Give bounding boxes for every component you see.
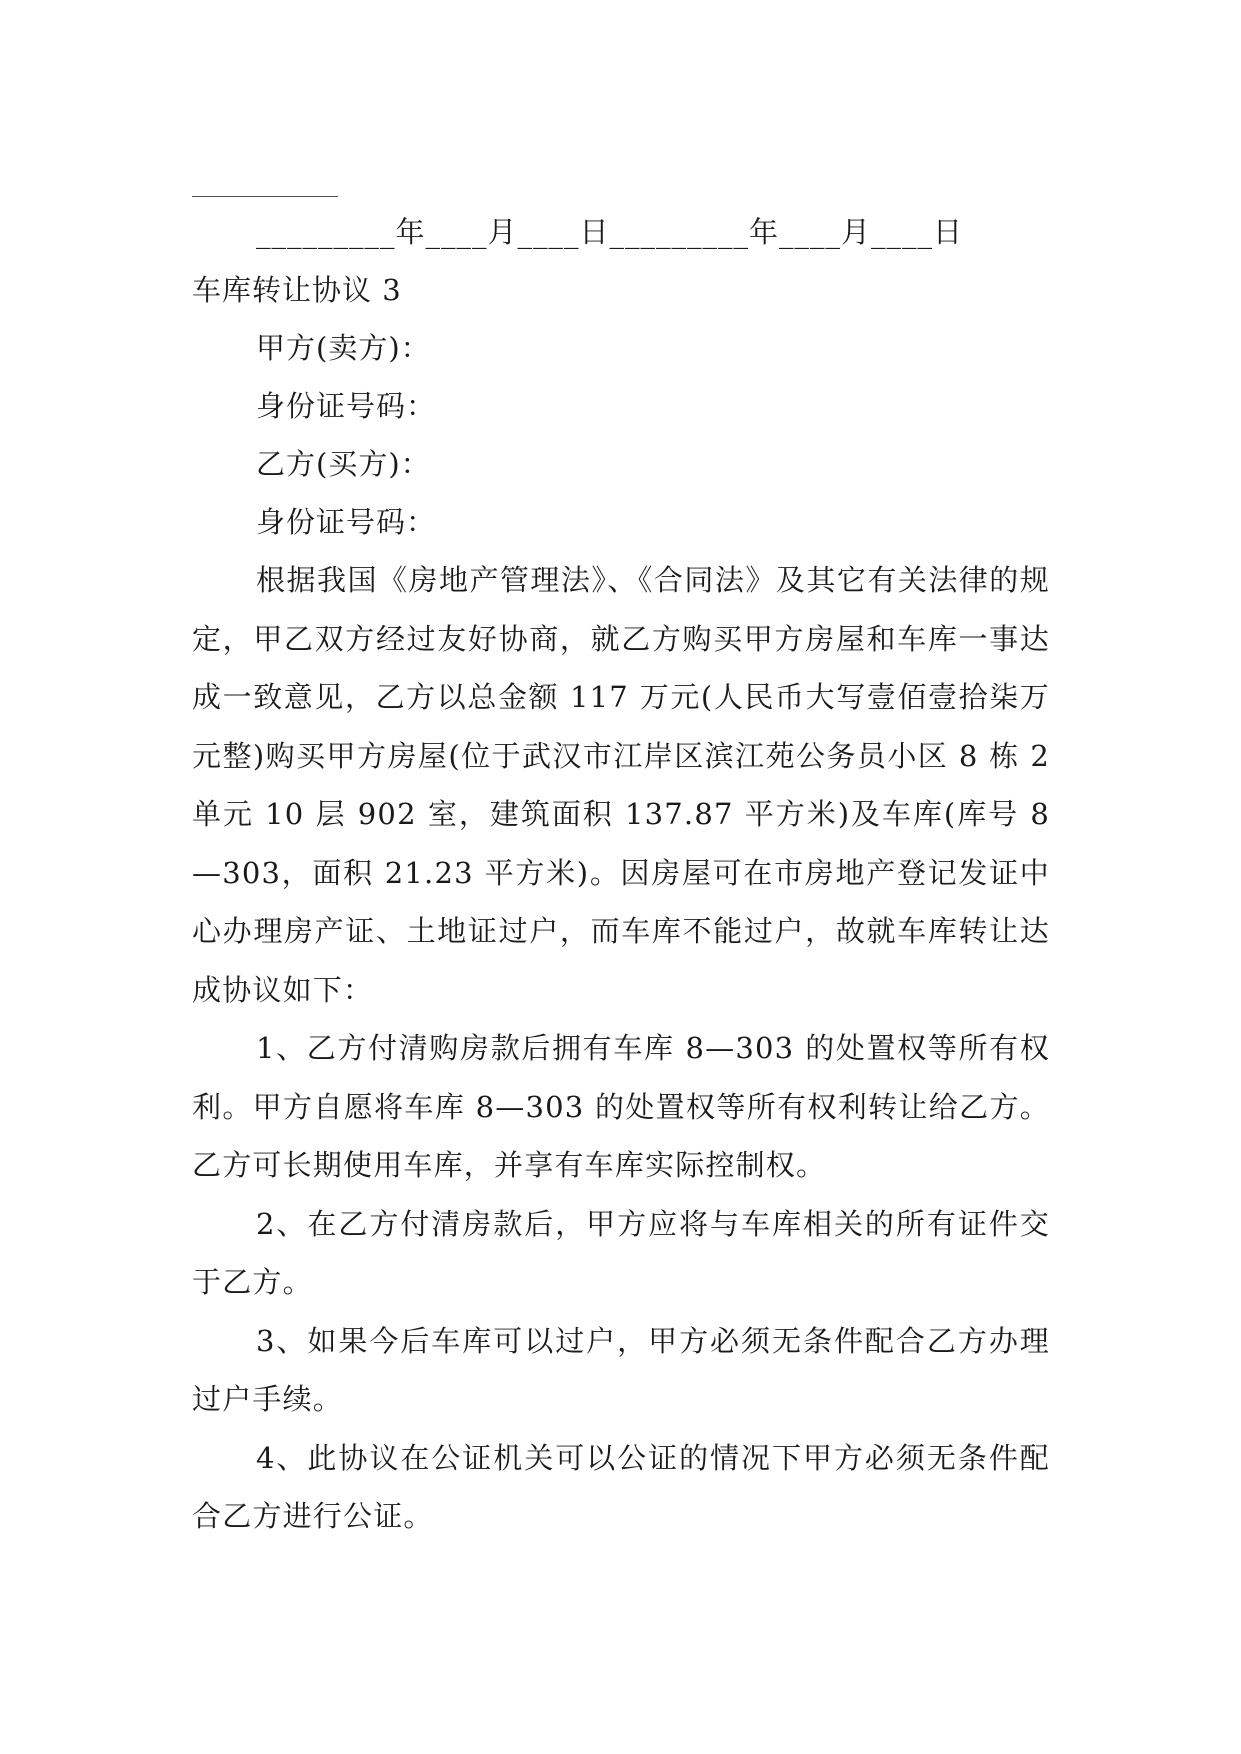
- paragraph-clause-4: 4、此协议在公证机关可以公证的情况下甲方必须无条件配合乙方进行公证。: [192, 1440, 1050, 1533]
- paragraph-clause-1: 1、乙方付清购房款后拥有车库 8—303 的处置权等所有权利。甲方自愿将车库 8—303 的处置权等所有权利转让给乙方。乙方可长期使用车库，并享有车库实际控制权。: [192, 1031, 1050, 1182]
- date-line: _________年____月____日_________年____月____日: [256, 215, 964, 249]
- top-underline: [192, 196, 338, 197]
- field-buyer: 乙方(买方)：: [256, 447, 431, 481]
- field-buyer-id: 身份证号码：: [256, 505, 437, 539]
- field-seller-id: 身份证号码：: [256, 389, 437, 423]
- document-title: 车库转让协议 3: [192, 273, 402, 307]
- paragraph-clause-3: 3、如果今后车库可以过户，甲方必须无条件配合乙方办理过户手续。: [192, 1323, 1050, 1416]
- field-seller: 甲方(卖方)：: [256, 331, 431, 365]
- paragraph-clause-2: 2、在乙方付清房款后，甲方应将与车库相关的所有证件交于乙方。: [192, 1206, 1050, 1299]
- paragraph-preamble: 根据我国《房地产管理法》、《合同法》及其它有关法律的规定，甲乙双方经过友好协商，就乙方购买甲方房屋和车库一事达成一致意见，乙方以总金额 117 万元(人民币大写壹佰壹拾柒万元整)购买甲方房屋(位于武汉市江岸区滨江苑公务员小区 8 栋 2 单元 10 层 902 室，建筑面积 137.87 平方米)及车库(库号 8—303，面积 21.23 平方米)。因房屋可在市房地产登记发证中心办理房产证、土地证过户，而车库不能过户，故就车库转让达成协议如下：: [192, 563, 1050, 1007]
- document-body: [192, 150, 1050, 1546]
